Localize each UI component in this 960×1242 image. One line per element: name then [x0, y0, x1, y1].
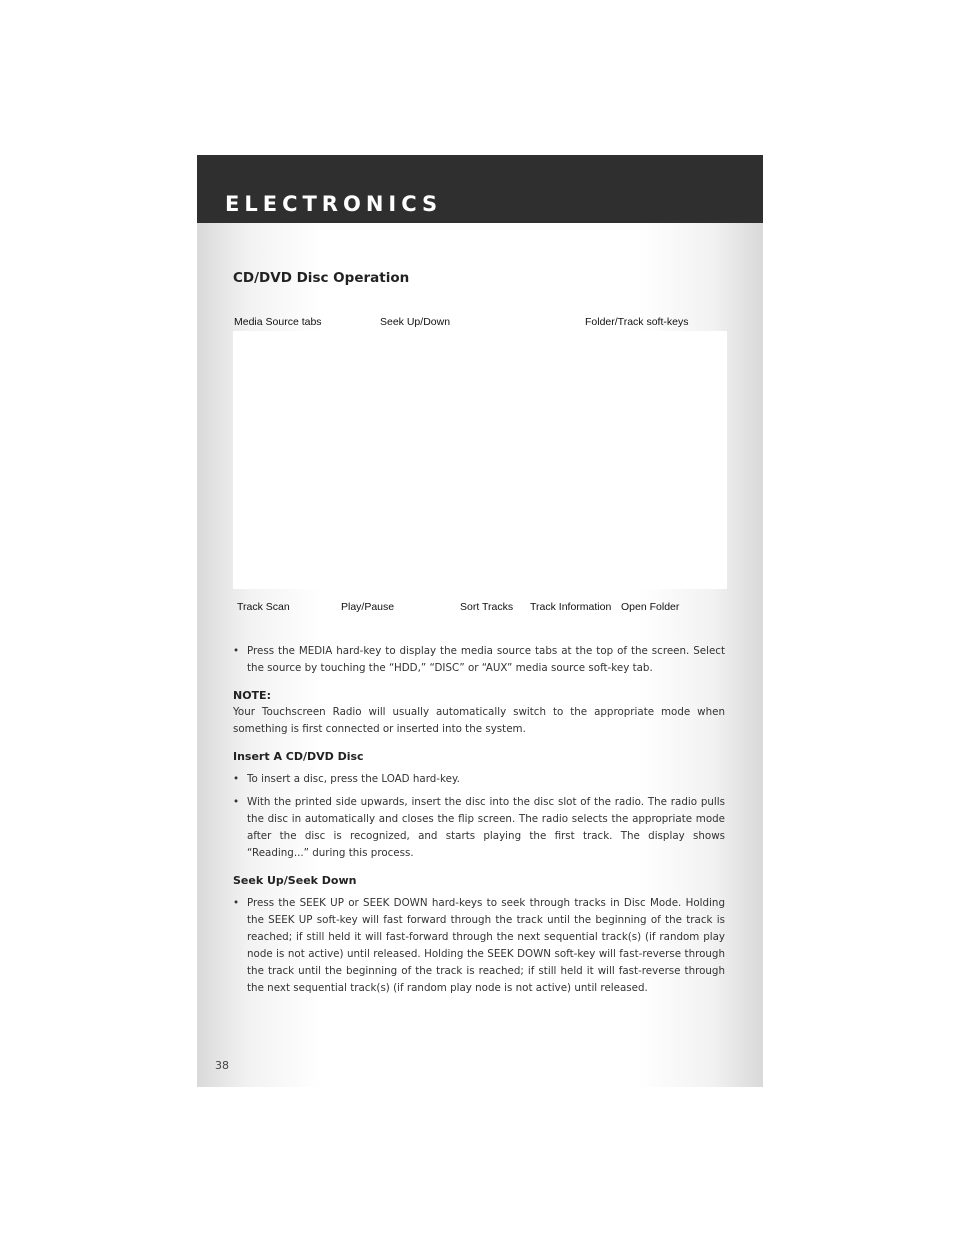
bullet-dot: •	[233, 897, 240, 909]
figure-image-area	[233, 331, 727, 589]
page-header	[197, 155, 763, 223]
section-title: CD/DVD Disc Operation	[233, 270, 410, 286]
header-title: ELECTRONICS	[225, 192, 443, 216]
label-media-source-tabs: Media Source tabs	[234, 316, 322, 328]
label-play-pause: Play/Pause	[341, 601, 395, 613]
page-number: 38	[215, 1059, 229, 1072]
label-track-information: Track Information	[530, 601, 612, 613]
label-seek-up-down: Seek Up/Down	[380, 316, 451, 328]
label-track-scan: Track Scan	[237, 601, 290, 613]
seek-heading: Seek Up/Seek Down	[233, 874, 357, 887]
label-open-folder: Open Folder	[621, 601, 680, 613]
body-text	[233, 643, 725, 1003]
seek-bullet-text: Press the SEEK UP or SEEK DOWN hard-keys to seek through tracks in Disc Mode. Holding the SEEK UP soft-key will fast forward through the track until the beginning of the track is reached; if still held it will fast-forward through the next sequential track(s) (if random play node is not active) until released. Holding the SEEK DOWN soft-key will fast-reverse through the track until the beginning of the track is reached; if still held it will fast-reverse through the next sequential track(s) (if random play node is not active) until released.	[247, 897, 725, 994]
seek-bullet	[233, 895, 725, 997]
insert-bullet-1	[233, 771, 725, 788]
label-sort-tracks: Sort Tracks	[460, 601, 514, 613]
bullet-dot: •	[233, 773, 240, 785]
insert-heading: Insert A CD/DVD Disc	[233, 750, 364, 763]
manual-page	[197, 155, 763, 1087]
note-label: NOTE:	[233, 689, 271, 702]
bullet-dot: •	[233, 645, 240, 657]
label-folder-track-softkeys: Folder/Track soft-keys	[585, 316, 689, 328]
insert-bullet-2-text: With the printed side upwards, insert the disc into the disc slot of the radio. The radio pulls the disc in automatically and closes the flip screen. The radio selects the appropriate mode after the disc is recognized, and starts playing the first track. The display shows “Reading...” during this process.	[247, 796, 725, 859]
insert-bullet-1-text: To insert a disc, press the LOAD hard-key.	[247, 773, 460, 785]
figure-radio-screen	[225, 309, 735, 621]
bullet-dot: •	[233, 796, 240, 808]
bullet-media-text: Press the MEDIA hard-key to display the media source tabs at the top of the screen. Select the source by touching the “HDD,” “DISC” or “AUX” media source soft-key tab.	[247, 645, 725, 674]
note-text: Your Touchscreen Radio will usually automatically switch to the appropriate mode when something is first connected or inserted into the system.	[233, 706, 725, 735]
insert-bullet-2	[233, 794, 725, 862]
bullet-media	[233, 643, 725, 677]
